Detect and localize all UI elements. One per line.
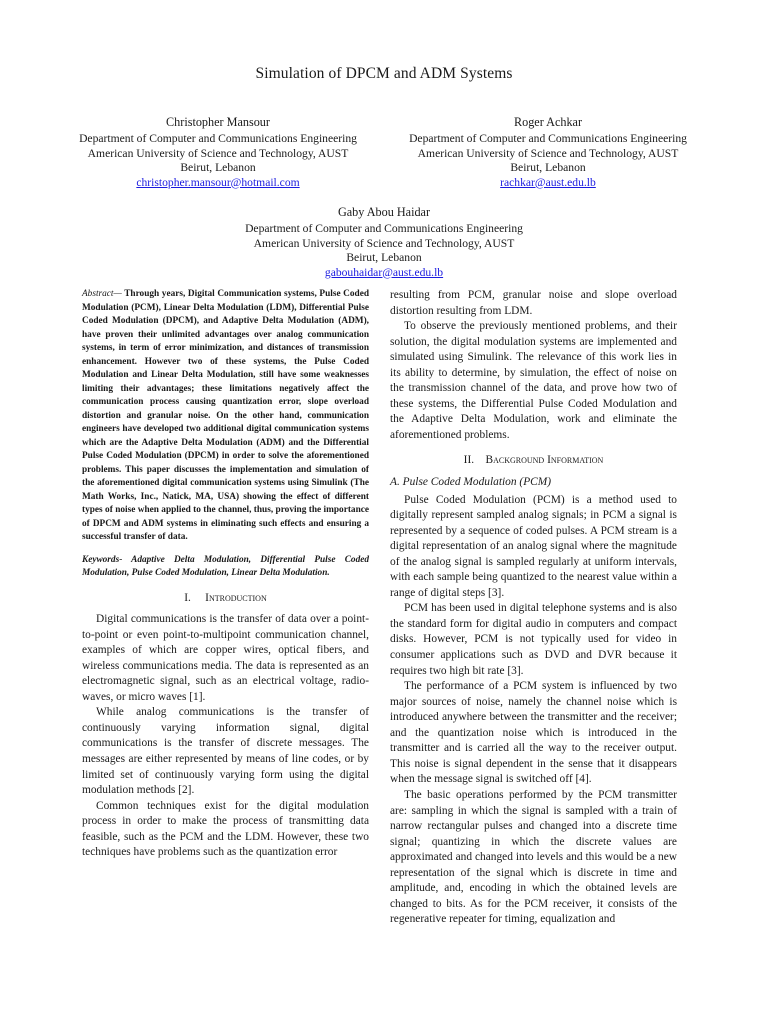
author-university: American University of Science and Technology, AUST [87, 146, 349, 160]
section-title-rest: ackground [493, 454, 545, 467]
paragraph: Digital communications is the transfer of data over a point-to-point or even point-to-multipoint communication channel, examples of which are copper wires, optical fibers, and wireless communications media. The data is represented as an electromagnetic signal, such as an electrical voltage, radio-waves, or micro waves [1]. [82, 613, 369, 703]
section-title-initial: I [205, 591, 209, 604]
author-department: Department of Computer and Communications Engineering [409, 132, 687, 146]
paragraph: resulting from PCM, granular noise and slope overload distortion resulting from LDM. [390, 289, 677, 317]
abstract-label: Abstract [82, 289, 114, 299]
abstract-text: Through years, Digital Communication systems, Pulse Coded Modulation (PCM), Linear Delta Modulation (LDM), Differential Pulse Coded Modulation (DPCM), and Adaptive Delta Modulation (ADM), have proven their unlimited advantages over analog communication systems, in term of error minimization, and distances of transmission enhancement. However two of these systems, the Pulse Coded Modulation and Linear Delta Modulation, still have some weaknesses limiting their advantages; these limitations negatively affect the communication process causing quantization error, slope overload distortion and granular noise. On the other hand, communication engineers have developed two additional digital communication systems which are the Adaptive Delta Modulation (ADM) and the Differential Pulse Coded Modulation (DPCM) in order to solve the aforementioned problems. This paper discusses the implementation and simulation of the aforementioned digital communication systems using Simulink (The Math Works, Inc., Natick, MA, USA) showing the effect of different types of noise when applied to the channel, thus, proving the importance of DPCM and ADM systems in eliminating such effects and ensuring a successful transfer of data. [82, 289, 369, 542]
author-university: American University of Science and Technology, AUST [417, 146, 679, 160]
section-number: II. [463, 454, 475, 467]
section-title-initial: B [485, 454, 494, 467]
section-number: I. [184, 591, 191, 604]
author-name: Roger Achkar [513, 115, 583, 129]
subsection-heading: A. Pulse Coded Modulation (PCM) [390, 476, 552, 489]
author-email-link[interactable]: rachkar@aust.edu.lb [500, 175, 596, 189]
section-heading-background [390, 453, 677, 469]
author-city: Beirut, Lebanon [180, 161, 256, 175]
paragraph: To observe the previously mentioned problems, and their solution, the digital modulation systems are implemented and simulated using Simulink. The relevance of this work lies in its ability to determine, by simulation, the effect of noise on the transmission channel of the data, and prove how two of these systems, the Differential Pulse Coded Modulation and the Adaptive Delta Modulation, work and eliminate the aforementioned problems. [390, 320, 677, 441]
author-block-1 [62, 115, 374, 190]
author-name: Christopher Mansour [166, 115, 270, 129]
author-city: Beirut, Lebanon [346, 251, 422, 265]
paragraph: Pulse Coded Modulation (PCM) is a method used to digitally represent sampled analog signals; in PCM a signal is represented by a sequence of coded pulses. A PCM stream is a digital representation of an analog signal where the magnitude of the analog signal is sampled regularly at uniform intervals, with each sample being quantized to the nearest value within a range of digital steps [3]. [390, 493, 677, 599]
paper-title: Simulation of DPCM and ADM Systems [255, 65, 513, 82]
author-email-link[interactable]: gabouhaidar@aust.edu.lb [324, 265, 444, 279]
abstract [82, 288, 369, 545]
author-block-2 [392, 115, 704, 190]
keywords: Keywords- Adaptive Delta Modulation, Differential Pulse Coded Modulation, Pulse Coded Modulation, Linear Delta Modulation. [82, 554, 369, 578]
paragraph: While analog communications is the transfer of continuously varying information signal, digital communications is the transfer of discrete messages. The messages are either represented by means of line codes, or by limited set of continuously varying form using the digital modulation methods [2]. [82, 706, 369, 797]
author-city: Beirut, Lebanon [510, 161, 586, 175]
section-heading-introduction [82, 591, 369, 607]
author-department: Department of Computer and Communications Engineering [245, 222, 523, 236]
section-title-rest: nformation [550, 454, 604, 467]
author-name: Gaby Abou Haidar [337, 205, 431, 219]
paragraph: PCM has been used in digital telephone systems and is also the standard form for digital audio in computers and compact disks. However, PCM is not typically used for video in consumer applications such as DVD and DVR because it requires two high bit rate [3]. [390, 602, 677, 677]
abstract-dash: — [113, 289, 122, 299]
author-email-link[interactable]: christopher.mansour@hotmail.com [136, 175, 300, 189]
paragraph: Common techniques exist for the digital modulation process in order to make the process of transmitting data feasible, such as the PCM and the LDM. However, these two techniques have problems such as the quantization error [82, 799, 369, 859]
author-block-3 [208, 205, 560, 280]
left-column [82, 288, 369, 861]
author-department: Department of Computer and Communications Engineering [79, 132, 357, 146]
author-university: American University of Science and Technology, AUST [253, 236, 515, 250]
paragraph: The performance of a PCM system is influenced by two major sources of noise, namely the channel noise which is introduced anywhere between the transmitter and the receiver; and the quantization noise which is introduced in the transmitter and is carried all the way to the receiver output. This noise is signal dependent in the sense that it disappears when the message signal is switched off [4]. [390, 680, 677, 786]
right-column [390, 288, 677, 928]
section-title-initial: I [547, 454, 551, 467]
paragraph: The basic operations performed by the PCM transmitter are: sampling in which the signal is sampled with a train of narrow rectangular pulses and changed into a discrete time signal; quantizing in which the discrete values are approximated and changed into levels and this would be a new representation of the signal which is discrete in time and amplitude, and, encoding in which the obtained levels are changed to bits. As for the PCM receiver, it consists of the regenerative repeater for timing, equalization and [390, 788, 677, 926]
section-title-rest: ntroduction [208, 591, 267, 604]
